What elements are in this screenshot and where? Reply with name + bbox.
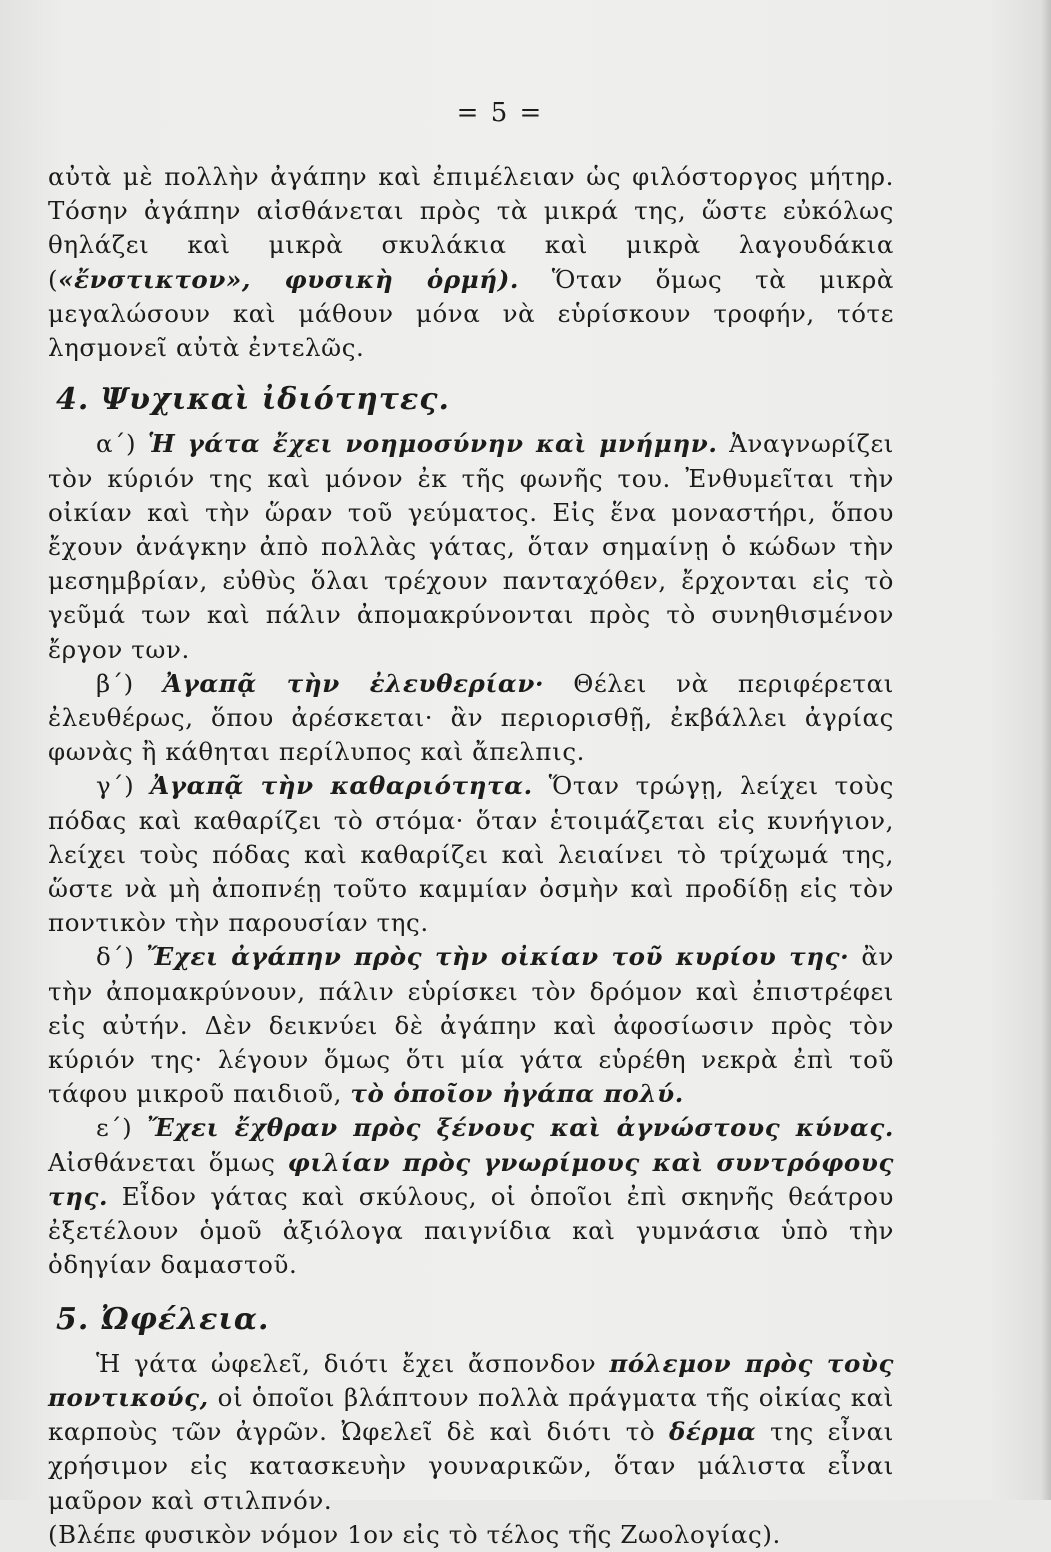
paragraph-e-text-2: Εἶδον γάτας καὶ σκύλους, οἱ ὁποῖοι ἐπὶ σκηνῆς θεάτρου ἐξετέλουν ὁμοῦ ἀξιόλογα παιγνίδια καὶ γυμνάσια ὑπὸ τὴν ὁδηγίαν δαμαστοῦ. bbox=[48, 1181, 894, 1280]
intro-emphasis: «ἔνστικτον», φυσικὴ ὁρμή). bbox=[58, 264, 520, 294]
paragraph-e-emphasis-2: φιλίαν πρὸς γνωρίμους καὶ συντρόφους της. bbox=[48, 1147, 894, 1211]
paragraph-d-emphasis-2: τὸ ὁποῖον ἠγάπα πολύ. bbox=[350, 1079, 684, 1109]
paragraph-d-text: ἂν τὴν ἀπομακρύνουν, πάλιν εὑρίσκει τὸν δρόμον καὶ ἐπιστρέφει εἰς αὐτήν. Δὲν δεικνύει δὲ ἀγάπην καὶ ἀφοσίωσιν πρὸς τὸν κύριόν της· λέγουν ὅμως ὅτι μία γάτα εὑρέθη νεκρὰ ἐπὶ τοῦ τάφου μικροῦ παιδιοῦ, bbox=[48, 942, 895, 1109]
paragraph-b bbox=[48, 667, 894, 770]
paragraph-c-emphasis: Ἀγαπᾷ τὴν καθαριότητα. bbox=[150, 771, 533, 801]
paragraph-c bbox=[48, 769, 894, 940]
intro-text-1: αὐτὰ μὲ πολλὴν ἀγάπην καὶ ἐπιμέλειαν ὡς φιλόστοργος μήτηρ. Τόσην ἀγάπην αἰσθάνεται πρὸς τὰ μικρά της, ὥστε εὐκόλως θηλάζει καὶ μικρὰ σκυλάκια καὶ μικρὰ λαγουδάκια ( bbox=[48, 162, 894, 294]
page-edge-shadow bbox=[1041, 0, 1051, 1500]
paragraph-d-label: δ΄) bbox=[96, 942, 147, 972]
benefit-text-1: Ἡ γάτα ὠφελεῖ, διότι ἔχει ἄσπονδον bbox=[96, 1348, 610, 1378]
benefit-text-3: της εἶναι χρήσιμον εἰς κατασκευὴν γουναρικῶν, ὅταν μάλιστα εἶναι μαῦρον καὶ στιλπνόν. bbox=[48, 1417, 895, 1515]
paragraph-b-label: β΄) bbox=[96, 668, 163, 698]
paragraph-a bbox=[48, 427, 894, 666]
page-body bbox=[48, 160, 894, 1552]
paragraph-a-text: Ἀναγνωρίζει τὸν κύριόν της καὶ μόνον ἐκ τῆς φωνῆς του. Ἐνθυμεῖται τὴν οἰκίαν καὶ τὴν ὥραν τοῦ γεύματος. Εἰς ἕνα μοναστήρι, ὅπου ἔχουν ἀνάγκην ἀπὸ πολλὰς γάτας, ὅταν σημαίνῃ ὁ κώδων τὴν μεσημβρίαν, εὐθὺς ὅλαι τρέχουν πανταχόθεν, ἔρχονται εἰς τὸ γεῦμά των καὶ πάλιν ἀπομακρύνονται πρὸς τὸ συνηθισμένον ἔργον των. bbox=[48, 429, 894, 664]
paragraph-b-text: Θέλει νὰ περιφέρεται ἐλευθέρως, ὅπου ἀρέσκεται· ἂν περιορισθῇ, ἐκβάλλει ἀγρίας φωνὰς ἢ κάθηται περίλυπος καὶ ἄπελπις. bbox=[48, 668, 894, 767]
reference-note: (Βλέπε φυσικὸν νόμον 1ον εἰς τὸ τέλος τῆς Ζωολογίας). bbox=[48, 1519, 781, 1549]
benefit-emphasis-2: δέρμα bbox=[669, 1417, 757, 1447]
page-number: = 5 = bbox=[456, 98, 544, 128]
paragraph-c-text: Ὅταν τρώγῃ, λείχει τοὺς πόδας καὶ καθαρίζει τὸ στόμα· ὅταν ἑτοιμάζεται εἰς κυνήγιον, λείχει τοὺς πόδας καὶ καθαρίζει καὶ λειαίνει τὸ τρίχωμά της, ὥστε νὰ μὴ ἀποπνέῃ τοῦτο καμμίαν ὀσμὴν καὶ προδίδῃ εἰς τὸν ποντικὸν τὴν παρουσίαν της. bbox=[48, 771, 895, 938]
paragraph-e-emphasis: Ἔχει ἔχθραν πρὸς ξένους καὶ ἀγνώστους κύνας. bbox=[147, 1113, 894, 1143]
paragraph-e-label: ε΄) bbox=[96, 1113, 148, 1143]
paragraph-b-emphasis: Ἀγαπᾷ τὴν ἐλευθερίαν· bbox=[162, 668, 545, 698]
paragraph-e-text: Αἰσθάνεται ὅμως bbox=[48, 1147, 288, 1177]
benefit-emphasis-1: πόλεμον πρὸς τοὺς ποντικούς, bbox=[48, 1348, 895, 1412]
intro-text-2: Ὅταν ὅμως τὰ μικρὰ μεγαλώσουν καὶ μάθουν μόνα νὰ εὑρίσκουν τροφήν, τότε λησμονεῖ αὐτὰ ἐντελῶς. bbox=[48, 264, 894, 363]
intro-paragraph bbox=[48, 160, 894, 365]
benefit-text-2: οἱ ὁποῖοι βλάπτουν πολλὰ πράγματα τῆς οἰκίας καὶ καρποὺς τῶν ἀγρῶν. Ὠφελεῖ δὲ καὶ διότι τὸ bbox=[48, 1382, 894, 1447]
paragraph-a-emphasis: Ἡ γάτα ἔχει νοημοσύνην καὶ μνήμην. bbox=[147, 429, 718, 459]
paragraph-e bbox=[48, 1111, 894, 1282]
paragraph-a-label: α΄) bbox=[96, 429, 148, 459]
paragraph-d bbox=[48, 940, 894, 1111]
paragraph-c-label: γ΄) bbox=[96, 771, 151, 801]
paragraph-benefit bbox=[48, 1347, 894, 1518]
section-4-heading: 4. Ψυχικαὶ ἰδιότητες. bbox=[56, 382, 450, 418]
section-5-heading: 5. Ὠφέλεια. bbox=[56, 1301, 270, 1337]
paragraph-d-emphasis: Ἔχει ἀγάπην πρὸς τὴν οἰκίαν τοῦ κυρίου της· bbox=[146, 942, 850, 972]
